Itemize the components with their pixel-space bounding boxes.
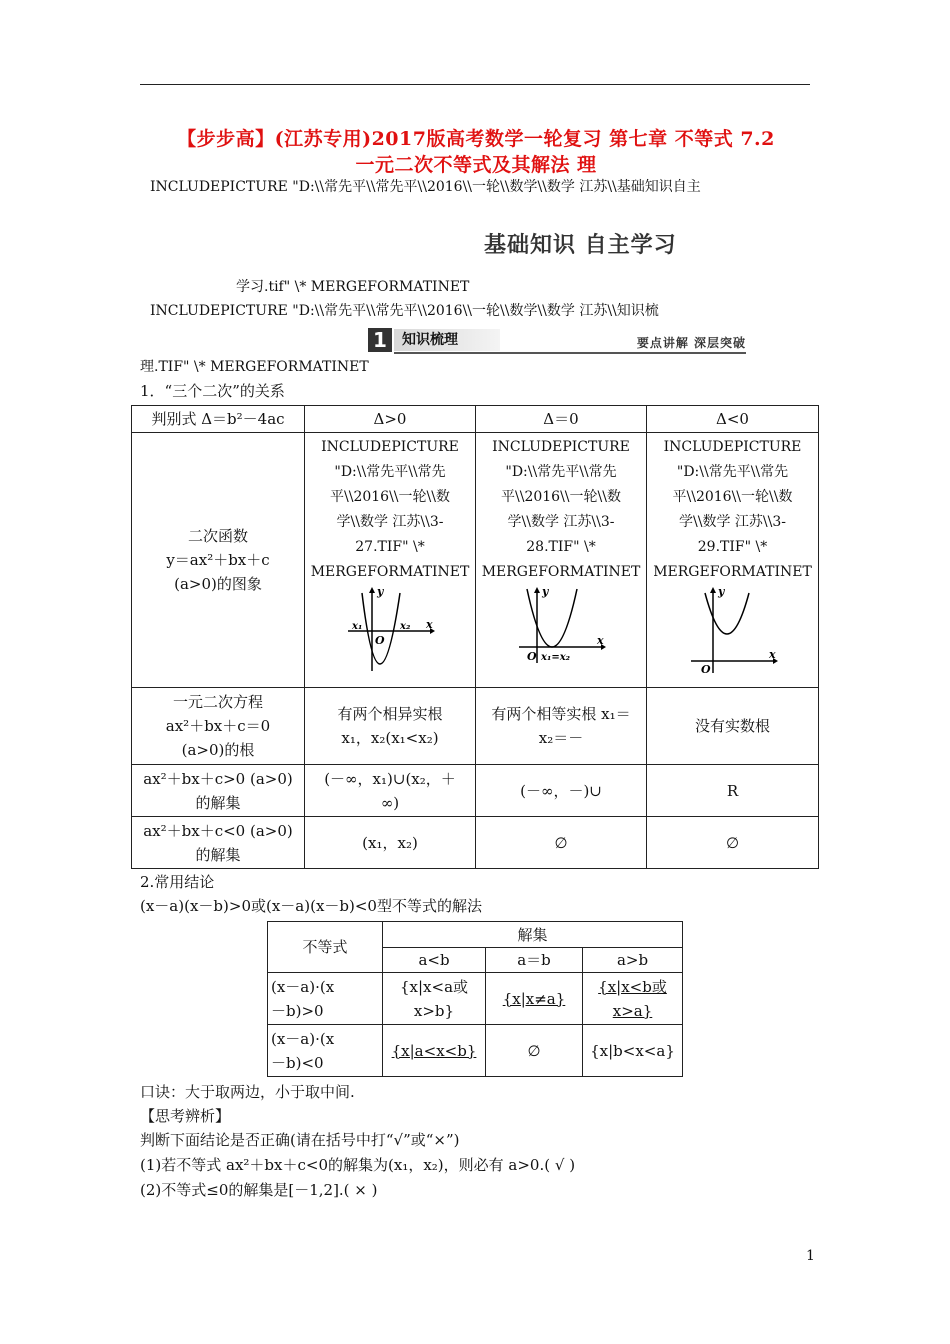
img2-l1: "D:\\常先平\\常先	[505, 464, 617, 480]
t1-graph-cell-3	[647, 433, 819, 688]
img2-l5: MERGEFORMATINET	[481, 564, 641, 580]
t1-row-lt-label	[132, 817, 305, 869]
gt-label-b: 的解集	[195, 793, 241, 812]
t1-graph-cell-2	[476, 433, 647, 688]
t2-gt-a-eq-b	[486, 973, 583, 1025]
field-code-2: 学习.tif" \* MERGEFORMATINET	[236, 279, 470, 295]
roots-label-a: 一元二次方程	[172, 693, 263, 711]
roots-equal-b: x₂＝－	[538, 729, 584, 747]
three-quadratics-table	[131, 405, 819, 869]
t1-header-eq: Δ＝0	[476, 406, 647, 433]
parabola-no-root-graph	[687, 585, 779, 675]
g3-origin-label: O	[700, 663, 711, 675]
img1-l3: 学\\数学 江苏\\3-	[336, 514, 444, 530]
img3-l0: INCLUDEPICTURE	[663, 439, 802, 455]
roots-label-c: (a>0)的根	[181, 741, 255, 759]
g2-x-label: x	[597, 634, 604, 647]
document-title	[140, 126, 812, 178]
t1-roots-none: 没有实数根	[647, 688, 819, 765]
page-number: 1	[806, 1248, 815, 1264]
t1-lt-equal: ∅	[476, 817, 647, 869]
graph-label-c: (a>0)的图象	[174, 575, 262, 593]
t2-lt-a-gt-b: {x|b<x<a}	[583, 1025, 683, 1077]
title-line-1: 【步步高】(江苏专用)2017版高考数学一轮复习 第七章 不等式 7.2	[177, 128, 775, 150]
t1-gt-none: R	[647, 765, 819, 817]
gt-distinct-a: (－∞，x₁)∪(x₂，＋	[324, 769, 456, 788]
t1-lt-distinct: (x₁，x₂)	[305, 817, 476, 869]
img1-l0: INCLUDEPICTURE	[321, 439, 459, 455]
t2-lt-label-b: －b)<0	[271, 1053, 324, 1072]
t1-graph-cell-1	[305, 433, 476, 688]
t1-header-gt: Δ>0	[305, 406, 476, 433]
img2-l2: 平\\2016\\一轮\\数	[501, 489, 621, 505]
t2-header-solution: 解集	[383, 922, 683, 948]
t2-header-a-lt-b: a<b	[383, 948, 486, 973]
t2-gt-c2: {x|x≠a}	[502, 989, 566, 1008]
t1-header-lt: Δ<0	[647, 406, 819, 433]
t2-header-a-gt-b: a>b	[583, 948, 683, 973]
img3-l1: "D:\\常先平\\常先	[676, 464, 789, 480]
g1-x-label: x	[426, 618, 433, 631]
t2-lt-c1: {x|a<x<b}	[391, 1041, 477, 1060]
g2-y-label: y	[542, 585, 549, 598]
t2-gt-label-b: －b)>0	[271, 1001, 324, 1020]
roots-label-b: ax²＋bx＋c＝0	[165, 717, 271, 735]
t1-row-roots-label	[132, 688, 305, 765]
img1-l4: 27.TIF" \*	[355, 539, 425, 555]
img3-l4: 29.TIF" \*	[697, 539, 768, 555]
g1-y-label: y	[377, 585, 384, 598]
g2-origin-label: O	[527, 650, 537, 663]
question-1: (1)若不等式 ax²＋bx＋c<0的解集为(x₁，x₂)，则必有 a>0.( √ )	[140, 1156, 576, 1174]
g1-origin-label: O	[375, 634, 385, 647]
section2-subheading: (x－a)(x－b)>0或(x－a)(x－b)<0型不等式的解法	[140, 897, 482, 915]
g2-x12-label: x₁=x₂	[541, 652, 571, 663]
t2-row-lt-label	[268, 1025, 383, 1077]
lt-label-a: ax²＋bx＋c<0 (a>0)	[143, 821, 293, 840]
img2-l0: INCLUDEPICTURE	[492, 439, 630, 455]
t2-gt-a-lt-b	[383, 973, 486, 1025]
t2-header-inequality: 不等式	[268, 922, 383, 973]
knowledge-banner	[368, 328, 746, 354]
t1-lt-none: ∅	[647, 817, 819, 869]
graph-label-b: y＝ax²＋bx＋c	[166, 551, 270, 569]
g1-x1-label: x₁	[352, 621, 363, 632]
section2-heading: 2.常用结论	[140, 873, 215, 891]
t1-row-gt-label	[132, 765, 305, 817]
t2-gt-c3-b: x>a}	[612, 1001, 653, 1020]
t2-row-gt-label	[268, 973, 383, 1025]
roots-equal-a: 有两个相等实根 x₁＝	[491, 705, 631, 723]
banner-right-text: 要点讲解 深层突破	[636, 336, 746, 350]
t1-roots-distinct	[305, 688, 476, 765]
img3-l3: 学\\数学 江苏\\3-	[679, 514, 786, 530]
banner-underline	[394, 352, 746, 354]
roots-distinct-a: 有两个相异实根	[337, 705, 443, 723]
field-code-1: INCLUDEPICTURE "D:\\常先平\\常先平\\2016\\一轮\\数学\\数学 江苏\\基础知识自主	[150, 179, 701, 195]
question-2: (2)不等式≤0的解集是[－1,2].( × )	[140, 1181, 378, 1199]
graph-label-a: 二次函数	[187, 527, 248, 545]
t2-gt-c1-b: x>b}	[413, 1001, 455, 1020]
t2-lt-a-eq-b: ∅	[486, 1025, 583, 1077]
t1-gt-equal: (－∞，－)∪	[476, 765, 647, 817]
banner-label: 知识梳理	[394, 329, 500, 351]
field-code-3: INCLUDEPICTURE "D:\\常先平\\常先平\\2016\\一轮\\数学\\数学 江苏\\知识梳	[150, 303, 659, 319]
t1-row-graph-label	[132, 433, 305, 688]
header-rule	[140, 84, 810, 85]
parabola-two-roots-graph	[344, 585, 436, 673]
t2-gt-a-gt-b	[583, 973, 683, 1025]
think-heading: 【思考辨析】	[140, 1107, 231, 1125]
img1-l2: 平\\2016\\一轮\\数	[330, 489, 450, 505]
gt-distinct-b: ∞)	[380, 793, 400, 812]
gt-label-a: ax²＋bx＋c>0 (a>0)	[143, 769, 293, 788]
t1-gt-distinct	[305, 765, 476, 817]
roots-distinct-b: x₁，x₂(x₁<x₂)	[341, 729, 439, 747]
t2-lt-a-lt-b	[383, 1025, 486, 1077]
parabola-double-root-graph	[515, 585, 607, 665]
t2-gt-label-a: (x－a)·(x	[271, 977, 335, 996]
t2-lt-label-a: (x－a)·(x	[271, 1029, 335, 1048]
img2-l4: 28.TIF" \*	[526, 539, 596, 555]
t1-header-discriminant: 判别式 Δ＝b²－4ac	[132, 406, 305, 433]
t2-gt-c3-a: {x|x<b或	[598, 977, 667, 996]
banner-number: 1	[368, 328, 392, 352]
img1-l1: "D:\\常先平\\常先	[334, 464, 446, 480]
t1-roots-equal	[476, 688, 647, 765]
img3-l2: 平\\2016\\一轮\\数	[672, 489, 793, 505]
img2-l3: 学\\数学 江苏\\3-	[507, 514, 615, 530]
g1-x2-label: x₂	[400, 621, 411, 632]
img1-l5: MERGEFORMATINET	[310, 564, 470, 580]
judge-instruction: 判断下面结论是否正确(请在括号中打“√”或“×”)	[140, 1131, 460, 1149]
img3-l5: MERGEFORMATINET	[653, 564, 812, 580]
t2-header-a-eq-b: a＝b	[486, 948, 583, 973]
field-code-4: 理.TIF" \* MERGEFORMATINET	[140, 359, 369, 375]
section-banner-basic: 基础知识 自主学习	[484, 233, 677, 258]
conclusion-table	[267, 921, 683, 1077]
mnemonic: 口诀：大于取两边，小于取中间.	[140, 1083, 355, 1101]
g3-y-label: y	[717, 585, 724, 598]
title-line-2: 一元二次不等式及其解法 理	[355, 154, 597, 176]
section1-heading: 1．“三个二次”的关系	[140, 382, 285, 400]
t2-gt-c1-a: {x|x<a或	[399, 977, 469, 996]
g3-x-label: x	[768, 648, 776, 661]
lt-label-b: 的解集	[195, 845, 241, 864]
